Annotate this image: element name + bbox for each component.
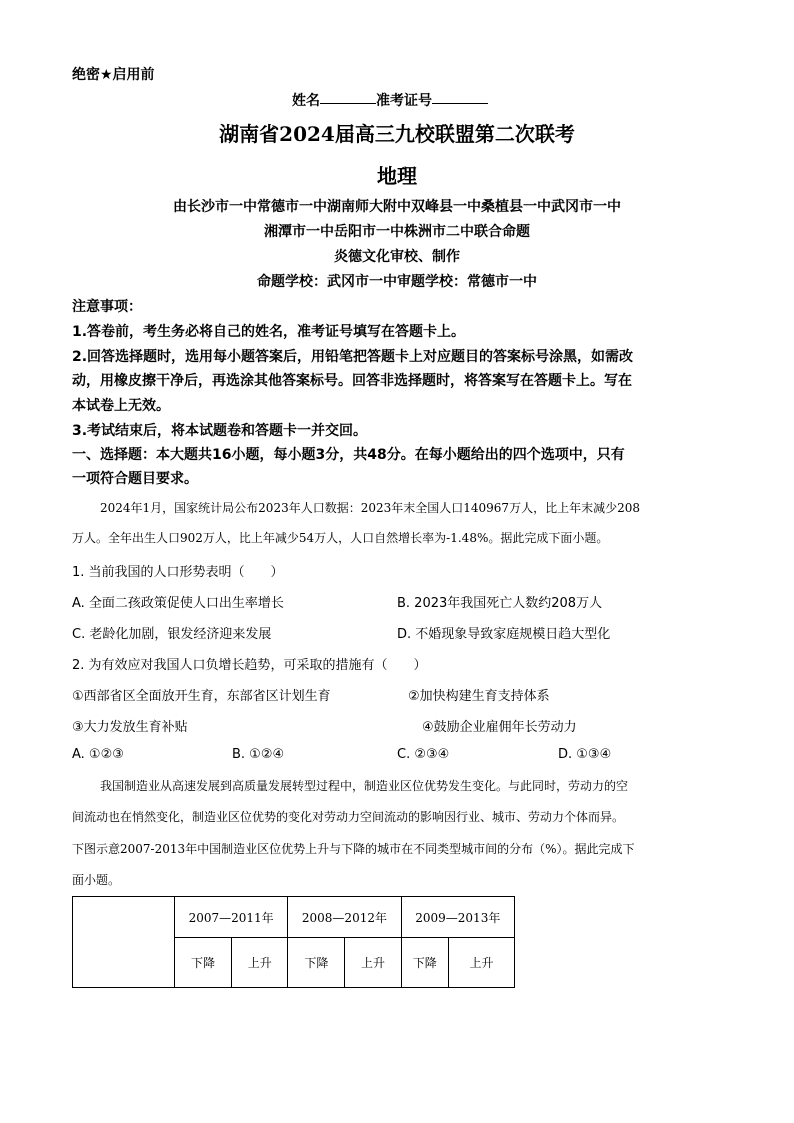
question-1-stem: 1. 当前我国的人口形势表明（ ）: [72, 565, 284, 580]
table-sub-header: 上升: [448, 938, 514, 988]
question-2-statement-3: ③大力发放生育补贴: [72, 720, 188, 735]
table-period-header: 2009—2013年: [401, 897, 514, 938]
review-line: 炎德文化审校、制作: [334, 249, 460, 265]
question-2-option-d[interactable]: D. ①③④: [558, 747, 612, 762]
passage-1-line: 2024年1月，国家统计局公布2023年人口数据：2023年末全国人口140967万人，比上年末减少208: [100, 501, 640, 515]
table-period-header: 2007—2011年: [174, 897, 287, 938]
question-2-statement-2: ②加快构建生育支持体系: [408, 689, 550, 704]
table-period-header: 2008—2012年: [288, 897, 401, 938]
name-blank[interactable]: [320, 102, 376, 104]
section-heading-line-2: 一项符合题目要求。: [72, 471, 198, 487]
question-2-stem: 2. 为有效应对我国人口负增长趋势，可采取的措施有（ ）: [72, 658, 427, 673]
schools-line: 命题学校：武冈市一中审题学校：常德市一中: [257, 274, 537, 290]
question-2-statement-4: ④鼓励企业雇佣年长劳动力: [422, 720, 577, 735]
city-distribution-table: [72, 896, 515, 988]
note-item: 本试卷上无效。: [72, 398, 170, 414]
passage-2-line: 我国制造业从高速发展到高质量发展转型过程中，制造业区位优势发生变化。与此同时，劳动力的空: [100, 779, 629, 793]
secret-mark: 绝密★启用前: [72, 67, 155, 83]
note-item: 动，用橡皮擦干净后，再选涂其他答案标号。回答非选择题时，将答案写在答题卡上。写在: [72, 373, 632, 389]
name-exam-number-line: [292, 90, 488, 110]
exam-number-blank[interactable]: [432, 102, 488, 104]
table-sub-header: 下降: [174, 938, 231, 988]
note-item: 2.回答选择题时，选用每小题答案后，用铅笔把答题卡上对应题目的答案标号涂黑，如需改: [72, 349, 634, 365]
table-sub-header: 上升: [232, 938, 288, 988]
passage-2-line: 下图示意2007-2013年中国制造业区位优势上升与下降的城市在不同类型城市间的分布（%）。据此完成下: [72, 842, 635, 856]
table-corner-cell: [73, 897, 175, 988]
name-label: 姓名: [292, 93, 320, 109]
organizers-line-2: 湘潭市一中岳阳市一中株洲市二中联合命题: [264, 224, 530, 240]
question-2-option-a[interactable]: A. ①②③: [72, 747, 124, 762]
question-1-option-b[interactable]: B. 2023年我国死亡人数约208万人: [397, 596, 603, 611]
question-2-option-c[interactable]: C. ②③④: [397, 747, 450, 762]
organizers-line-1: 由长沙市一中常德市一中湖南师大附中双峰县一中桑植县一中武冈市一中: [173, 199, 621, 215]
question-1-option-a[interactable]: A. 全面二孩政策促使人口出生率增长: [72, 596, 284, 611]
note-item: 3.考试结束后，将本试题卷和答题卡一并交回。: [72, 423, 368, 439]
question-2-statement-1: ①西部省区全面放开生育，东部省区计划生育: [72, 689, 331, 704]
table-sub-header: 上升: [345, 938, 401, 988]
question-2-option-b[interactable]: B. ①②④: [232, 747, 285, 762]
question-1-option-d[interactable]: D. 不婚现象导致家庭规模日趋大型化: [397, 627, 611, 642]
exam-number-label: 准考证号: [376, 93, 432, 109]
passage-1-line: 万人。全年出生人口902万人，比上年减少54万人，人口自然增长率为-1.48%。据此完成下面小题。: [72, 531, 609, 545]
subject-title: 地理: [377, 164, 417, 188]
exam-title: 湖南省2024届高三九校联盟第二次联考: [219, 122, 575, 146]
passage-2-line: 面小题。: [72, 873, 121, 887]
table-sub-header: 下降: [401, 938, 448, 988]
section-heading-line-1: 一、选择题：本大题共16小题，每小题3分，共48分。在每小题给出的四个选项中，只有: [72, 447, 625, 463]
note-item: 1.答卷前，考生务必将自己的姓名，准考证号填写在答题卡上。: [72, 324, 466, 340]
table-sub-header: 下降: [288, 938, 345, 988]
passage-2-line: 间流动也在悄然变化，制造业区位优势的变化对劳动力空间流动的影响因行业、城市、劳动力个体而异。: [72, 810, 625, 824]
notes-heading: 注意事项：: [72, 299, 142, 315]
question-1-option-c[interactable]: C. 老龄化加剧，银发经济迎来发展: [72, 627, 272, 642]
